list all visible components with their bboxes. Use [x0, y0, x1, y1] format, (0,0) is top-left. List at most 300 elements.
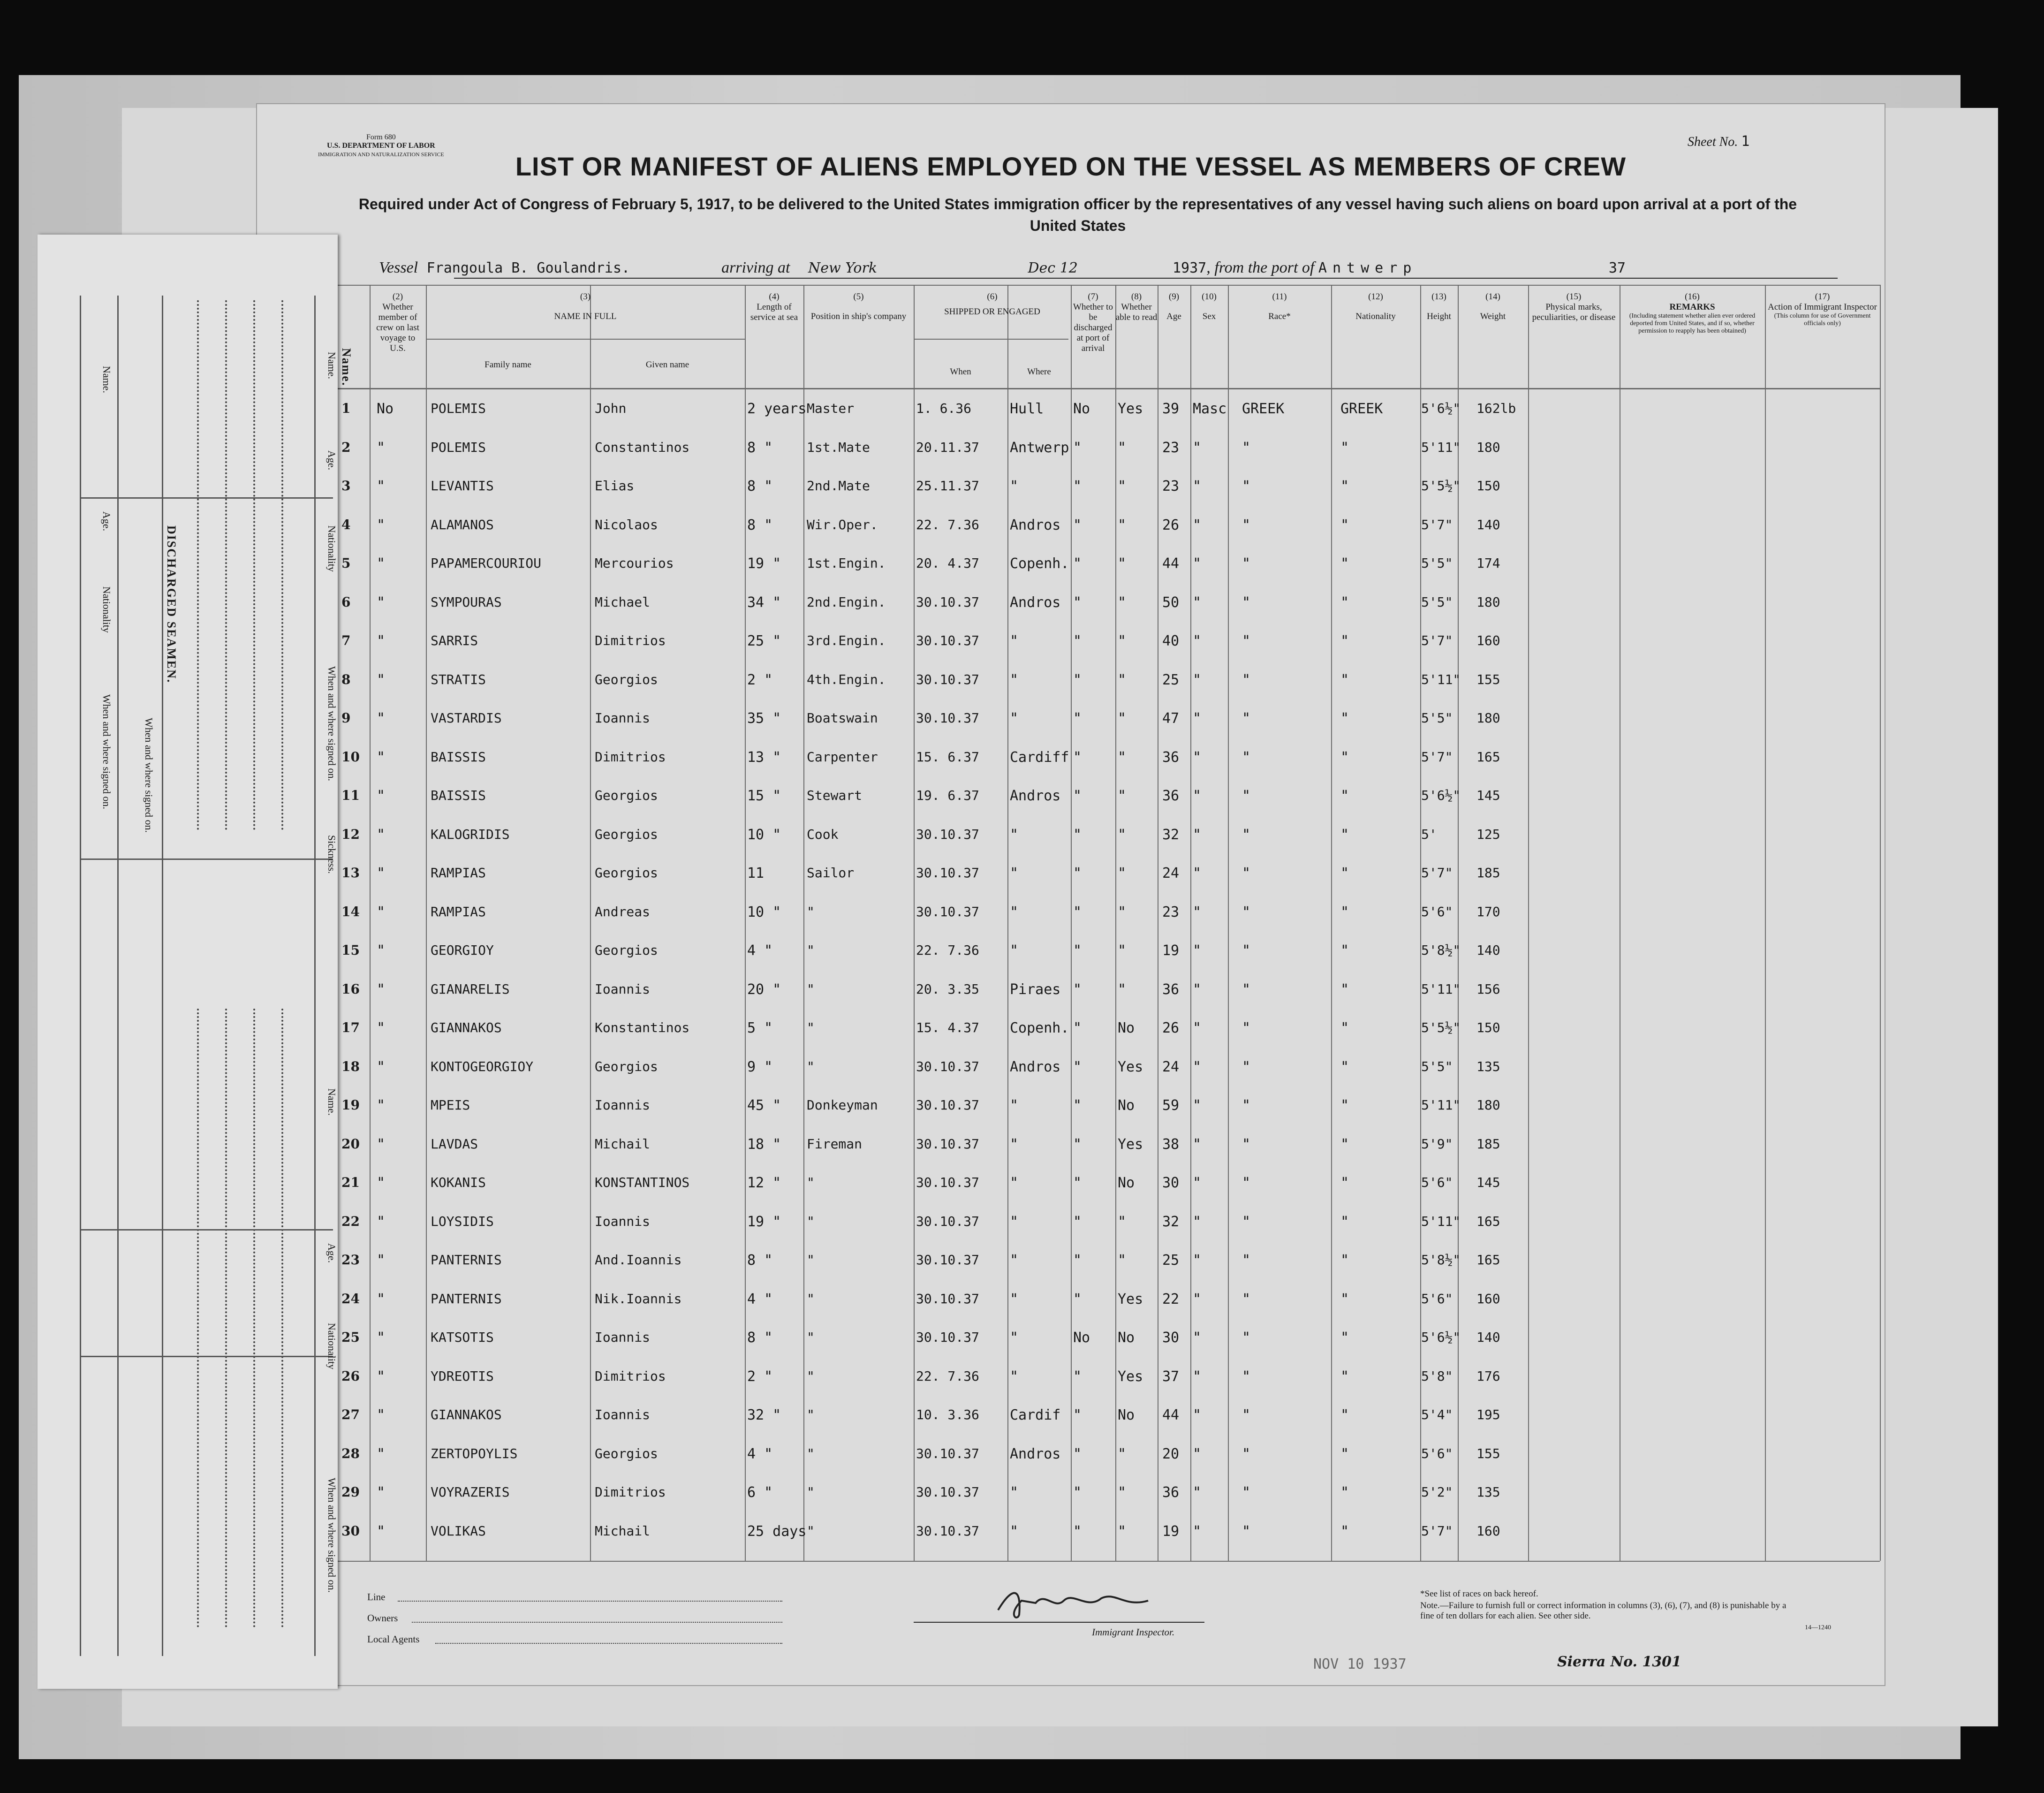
- hdr-text: REMARKS: [1669, 302, 1715, 312]
- nationality-cell: ": [1340, 671, 1349, 688]
- given-name-cell: Dimitrios: [595, 749, 666, 765]
- given-name-cell: Georgios: [595, 826, 658, 842]
- last-voyage-cell: ": [377, 865, 386, 881]
- discharged-cell: ": [1073, 1484, 1082, 1501]
- age-cell: 24: [1162, 865, 1180, 881]
- last-voyage-cell: ": [377, 942, 386, 959]
- race-cell: ": [1242, 1097, 1251, 1114]
- nationality-cell: ": [1340, 749, 1349, 766]
- inspector-signature: [993, 1582, 1190, 1624]
- hdr-when: When: [950, 367, 971, 377]
- shipped-when-cell: 30.10.37: [916, 904, 979, 919]
- discharged-cell: ": [1073, 1523, 1082, 1540]
- weight-cell: 195: [1476, 1407, 1500, 1422]
- position-cell: ": [807, 1252, 815, 1268]
- shipped-when-cell: 30.10.37: [916, 1445, 979, 1461]
- col-line: [1228, 285, 1229, 1561]
- height-cell: 5'5": [1421, 710, 1453, 726]
- race-cell: ": [1242, 478, 1251, 494]
- shipped-subheader-line: [914, 339, 1068, 340]
- discharged-seamen-flap: [38, 235, 338, 1689]
- height-cell: 5'7": [1421, 1523, 1453, 1539]
- col-line: [590, 285, 591, 1561]
- row-number: 25: [341, 1330, 360, 1345]
- age-cell: 19: [1162, 1523, 1180, 1540]
- height-cell: 5'11": [1421, 439, 1461, 455]
- flap-age-label-2: Age.: [326, 450, 338, 471]
- flap-signed-label: When and where signed on.: [101, 694, 113, 809]
- given-name-cell: Ioannis: [595, 710, 651, 726]
- arrival-year: 1937: [1173, 260, 1207, 276]
- position-cell: Boatswain: [807, 710, 878, 726]
- hdr-given-name: Given name: [645, 360, 689, 370]
- hdr-num: (12): [1368, 292, 1383, 302]
- manifest-sheet: [257, 104, 1885, 1685]
- shipped-where-cell: ": [1010, 1368, 1019, 1385]
- shipped-when-cell: 30.10.37: [916, 1213, 979, 1229]
- shipped-when-cell: 30.10.37: [916, 1058, 979, 1074]
- flap-divider: [80, 497, 333, 499]
- hdr-age: [1158, 292, 1190, 322]
- discharged-cell: ": [1073, 981, 1082, 998]
- service-cell: 4 ": [747, 1445, 773, 1462]
- flap-dots: [253, 1009, 255, 1628]
- position-cell: 1st.Mate: [807, 439, 870, 455]
- sex-cell: ": [1193, 710, 1202, 727]
- weight-cell: 140: [1476, 517, 1500, 532]
- last-voyage-cell: ": [377, 710, 386, 727]
- nationality-cell: ": [1340, 1213, 1349, 1230]
- race-cell: ": [1242, 1020, 1251, 1036]
- service-cell: 2 years: [747, 401, 807, 417]
- discharged-cell: ": [1073, 904, 1082, 920]
- service-cell: 8 ": [747, 439, 773, 456]
- sex-cell: ": [1193, 1020, 1202, 1036]
- discharged-cell: No: [1073, 1330, 1090, 1346]
- row-number: 13: [341, 865, 360, 881]
- service-cell: 8 ": [747, 1252, 773, 1269]
- hdr-race: [1228, 292, 1331, 322]
- given-name-cell: Michail: [595, 1523, 651, 1539]
- row-number: 14: [341, 904, 360, 919]
- able-to-read-cell: ": [1118, 1213, 1127, 1230]
- row-number: 6: [341, 594, 351, 610]
- family-name-cell: KATSOTIS: [431, 1330, 494, 1345]
- weight-cell: 156: [1476, 981, 1500, 997]
- weight-cell: 135: [1476, 1058, 1500, 1074]
- age-cell: 23: [1162, 439, 1180, 456]
- col-line: [914, 285, 915, 1561]
- hdr-text: Race*: [1268, 311, 1291, 321]
- nationality-cell: ": [1340, 788, 1349, 804]
- given-name-cell: Ioannis: [595, 1407, 651, 1422]
- hdr-remarks: [1620, 292, 1765, 335]
- race-cell: ": [1242, 1058, 1251, 1075]
- row-number: 5: [341, 555, 351, 571]
- race-cell: ": [1242, 1368, 1251, 1385]
- nationality-cell: ": [1340, 1407, 1349, 1423]
- shipped-where-cell: ": [1010, 1484, 1019, 1501]
- shipped-where-cell: Copenh.: [1010, 555, 1069, 572]
- shipped-when-cell: 30.10.37: [916, 594, 979, 610]
- nationality-cell: ": [1340, 1020, 1349, 1036]
- position-cell: Fireman: [807, 1136, 863, 1152]
- position-cell: Carpenter: [807, 749, 878, 765]
- position-cell: Sailor: [807, 865, 855, 881]
- race-cell: ": [1242, 1523, 1251, 1540]
- service-cell: 34 ": [747, 594, 781, 611]
- position-cell: ": [807, 904, 815, 919]
- table-bottom-line: [337, 1561, 1880, 1562]
- discharged-cell: ": [1073, 710, 1082, 727]
- shipped-when-cell: 30.10.37: [916, 1175, 979, 1190]
- age-cell: 23: [1162, 904, 1180, 920]
- hdr-text: Physical marks, peculiarities, or disease: [1532, 302, 1616, 322]
- page-title: LIST OR MANIFEST OF ALIENS EMPLOYED ON THE VESSEL AS MEMBERS OF CREW: [515, 152, 1627, 181]
- height-cell: 5'4": [1421, 1407, 1453, 1422]
- able-to-read-cell: ": [1118, 904, 1127, 920]
- service-cell: 15 ": [747, 788, 781, 804]
- hdr-text: Whether able to read: [1115, 302, 1158, 322]
- height-cell: 5'7": [1421, 633, 1453, 648]
- race-cell: GREEK: [1242, 401, 1285, 417]
- shipped-where-cell: ": [1010, 1523, 1019, 1540]
- family-name-cell: LAVDAS: [431, 1136, 478, 1152]
- position-cell: ": [807, 1523, 815, 1539]
- flap-signed-label-2: When and where signed on.: [143, 718, 155, 833]
- shipped-where-cell: Andros: [1010, 1058, 1061, 1075]
- height-cell: 5'6": [1421, 1445, 1453, 1461]
- hdr-read: [1115, 292, 1158, 323]
- col-line: [803, 285, 804, 1561]
- sex-cell: ": [1193, 633, 1202, 649]
- row-number: 2: [341, 439, 351, 455]
- age-cell: 23: [1162, 478, 1180, 494]
- able-to-read-cell: ": [1118, 1252, 1127, 1269]
- position-cell: ": [807, 942, 815, 958]
- position-cell: 1st.Engin.: [807, 555, 886, 571]
- nationality-cell: ": [1340, 826, 1349, 843]
- col-line: [1765, 285, 1766, 1561]
- able-to-read-cell: Yes: [1118, 1136, 1143, 1153]
- vessel-line: Vessel Frangoula B. Goulandris. arriving at New York Dec 12 1937, from the port of Antwerp 37: [379, 259, 1626, 276]
- service-cell: 18 ": [747, 1136, 781, 1153]
- flap-line: [314, 296, 316, 1656]
- discharged-cell: ": [1073, 1097, 1082, 1114]
- family-name-cell: KONTOGEORGIOY: [431, 1058, 534, 1074]
- flap-divider: [80, 1356, 333, 1357]
- position-cell: Stewart: [807, 788, 863, 803]
- last-voyage-cell: ": [377, 1368, 386, 1385]
- row-number: 18: [341, 1058, 360, 1074]
- shipped-where-cell: Cardif: [1010, 1407, 1061, 1423]
- shipped-when-cell: 30.10.37: [916, 1252, 979, 1268]
- shipped-when-cell: 30.10.37: [916, 1484, 979, 1500]
- race-cell: ": [1242, 865, 1251, 881]
- race-cell: ": [1242, 788, 1251, 804]
- shipped-where-cell: Andros: [1010, 517, 1061, 533]
- sex-cell: ": [1193, 1252, 1202, 1269]
- family-name-cell: VOYRAZERIS: [431, 1484, 510, 1500]
- height-cell: 5'5": [1421, 1058, 1453, 1074]
- discharged-cell: ": [1073, 633, 1082, 649]
- last-voyage-cell: ": [377, 1523, 386, 1540]
- race-cell: ": [1242, 1445, 1251, 1462]
- hdr-text: SHIPPED OR ENGAGED: [944, 307, 1040, 317]
- family-name-cell: PAPAMERCOURIOU: [431, 555, 542, 571]
- vessel-underline: [454, 278, 1838, 279]
- nationality-cell: ": [1340, 865, 1349, 881]
- height-cell: 5'11": [1421, 981, 1461, 997]
- flap-line: [117, 296, 119, 1656]
- last-voyage-cell: ": [377, 1252, 386, 1269]
- hdr-name: Name.: [340, 348, 353, 387]
- hdr-text: Length of service at sea: [750, 302, 798, 322]
- service-cell: 4 ": [747, 1291, 773, 1307]
- given-name-cell: Dimitrios: [595, 1484, 666, 1500]
- able-to-read-cell: ": [1118, 633, 1127, 649]
- shipped-where-cell: Cardiff: [1010, 749, 1069, 766]
- given-name-cell: Georgios: [595, 671, 658, 687]
- row-number: 1: [341, 401, 351, 416]
- nationality-cell: ": [1340, 555, 1349, 572]
- nationality-cell: ": [1340, 981, 1349, 998]
- given-name-cell: Andreas: [595, 904, 651, 919]
- given-name-cell: Ioannis: [595, 1330, 651, 1345]
- given-name-cell: Constantinos: [595, 439, 690, 455]
- age-cell: 36: [1162, 981, 1180, 998]
- nationality-cell: ": [1340, 1252, 1349, 1269]
- position-cell: 3rd.Engin.: [807, 633, 886, 648]
- row-number: 21: [341, 1175, 360, 1190]
- sex-cell: Masc: [1193, 401, 1227, 417]
- hdr-num: (6): [987, 292, 998, 302]
- sex-cell: ": [1193, 1175, 1202, 1191]
- shipped-where-cell: ": [1010, 1330, 1019, 1346]
- flap-dots: [281, 1009, 283, 1628]
- weight-cell: 174: [1476, 555, 1500, 571]
- weight-cell: 160: [1476, 1523, 1500, 1539]
- col-line: [370, 285, 371, 1561]
- footer-agents-label: Local Agents: [367, 1633, 420, 1645]
- weight-cell: 185: [1476, 865, 1500, 881]
- last-voyage-cell: ": [377, 555, 386, 572]
- service-cell: 10 ": [747, 826, 781, 843]
- shipped-when-cell: 30.10.37: [916, 671, 979, 687]
- sheet-number: [1688, 133, 1749, 150]
- nationality-cell: ": [1340, 1291, 1349, 1307]
- nationality-cell: GREEK: [1340, 401, 1383, 417]
- hdr-num: (4): [769, 292, 780, 302]
- weight-cell: 140: [1476, 1330, 1500, 1345]
- height-cell: 5'6½": [1421, 401, 1461, 416]
- sex-cell: ": [1193, 981, 1202, 998]
- shipped-when-cell: 25.11.37: [916, 478, 979, 494]
- able-to-read-cell: ": [1118, 555, 1127, 572]
- row-number: 3: [341, 478, 351, 494]
- last-voyage-cell: ": [377, 1058, 386, 1075]
- family-name-cell: BAISSIS: [431, 788, 486, 803]
- race-cell: ": [1242, 671, 1251, 688]
- last-voyage-cell: ": [377, 904, 386, 920]
- able-to-read-cell: ": [1118, 788, 1127, 804]
- header-bottom-line: [337, 388, 1880, 389]
- height-cell: 5'11": [1421, 1213, 1461, 1229]
- able-to-read-cell: No: [1118, 1407, 1135, 1423]
- shipped-when-cell: 30.10.37: [916, 1330, 979, 1345]
- family-name-cell: SYMPOURAS: [431, 594, 502, 610]
- sex-cell: ": [1193, 555, 1202, 572]
- given-name-cell: Elias: [595, 478, 635, 494]
- last-voyage-cell: ": [377, 1484, 386, 1501]
- sex-cell: ": [1193, 439, 1202, 456]
- race-cell: ": [1242, 904, 1251, 920]
- shipped-when-cell: 30.10.37: [916, 1523, 979, 1539]
- height-cell: 5'6": [1421, 1291, 1453, 1307]
- able-to-read-cell: ": [1118, 671, 1127, 688]
- voyage-number: 37: [1608, 260, 1626, 276]
- last-voyage-cell: ": [377, 1445, 386, 1462]
- shipped-when-cell: 30.10.37: [916, 710, 979, 726]
- sex-cell: ": [1193, 1368, 1202, 1385]
- shipped-when-cell: 30.10.37: [916, 633, 979, 648]
- weight-cell: 150: [1476, 478, 1500, 494]
- given-name-cell: Dimitrios: [595, 1368, 666, 1384]
- row-number: 22: [341, 1213, 360, 1229]
- able-to-read-cell: Yes: [1118, 1291, 1143, 1307]
- family-name-cell: ALAMANOS: [431, 517, 494, 532]
- shipped-when-cell: 30.10.37: [916, 1136, 979, 1152]
- shipped-where-cell: ": [1010, 1213, 1019, 1230]
- flap-dots: [197, 1009, 199, 1628]
- hdr-text: Weight: [1480, 311, 1506, 321]
- service-cell: 25 days: [747, 1523, 807, 1540]
- family-name-cell: SARRIS: [431, 633, 478, 648]
- inspector-label: Immigrant Inspector.: [1092, 1626, 1175, 1638]
- hdr-physical-marks: [1528, 292, 1620, 323]
- flap-divider: [80, 859, 333, 860]
- age-cell: 36: [1162, 788, 1180, 804]
- position-cell: ": [807, 1445, 815, 1461]
- able-to-read-cell: ": [1118, 1445, 1127, 1462]
- position-cell: ": [807, 1330, 815, 1345]
- sex-cell: ": [1193, 942, 1202, 959]
- given-name-cell: Konstantinos: [595, 1020, 690, 1035]
- hdr-sex: [1190, 292, 1228, 322]
- discharged-cell: ": [1073, 788, 1082, 804]
- hdr-nationality: [1331, 292, 1420, 322]
- footer-agents-field: [435, 1643, 782, 1644]
- discharged-cell: ": [1073, 439, 1082, 456]
- shipped-where-cell: ": [1010, 478, 1019, 494]
- hdr-text: Nationality: [1355, 311, 1396, 321]
- shipped-where-cell: ": [1010, 1136, 1019, 1153]
- number-stamp: Sierra No. 1301: [1557, 1654, 1681, 1670]
- family-name-cell: GEORGIOY: [431, 942, 494, 958]
- footer-line-field: [398, 1601, 782, 1602]
- position-cell: Cook: [807, 826, 839, 842]
- able-to-read-cell: ": [1118, 749, 1127, 766]
- height-cell: 5'5½": [1421, 478, 1461, 494]
- discharged-cell: ": [1073, 1020, 1082, 1036]
- able-to-read-cell: ": [1118, 865, 1127, 881]
- nationality-cell: ": [1340, 710, 1349, 727]
- flap-name-label-3: Name.: [326, 1088, 338, 1116]
- sex-cell: ": [1193, 1058, 1202, 1075]
- sex-cell: ": [1193, 1523, 1202, 1540]
- last-voyage-cell: No: [377, 401, 394, 417]
- nationality-cell: ": [1340, 1445, 1349, 1462]
- able-to-read-cell: No: [1118, 1097, 1135, 1114]
- family-name-cell: GIANARELIS: [431, 981, 510, 997]
- weight-cell: 160: [1476, 633, 1500, 648]
- hdr-shipped: [914, 292, 1071, 317]
- row-number: 9: [341, 710, 351, 726]
- family-name-cell: GIANNAKOS: [431, 1407, 502, 1422]
- able-to-read-cell: ": [1118, 981, 1127, 998]
- shipped-where-cell: Andros: [1010, 594, 1061, 611]
- weight-cell: 180: [1476, 1097, 1500, 1113]
- weight-cell: 170: [1476, 904, 1500, 919]
- shipped-where-cell: ": [1010, 633, 1019, 649]
- last-voyage-cell: ": [377, 1020, 386, 1036]
- discharged-cell: ": [1073, 478, 1082, 494]
- hdr-weight: [1458, 292, 1528, 322]
- age-cell: 22: [1162, 1291, 1180, 1307]
- weight-cell: 165: [1476, 1252, 1500, 1268]
- row-number: 23: [341, 1252, 360, 1268]
- height-cell: 5'6½": [1421, 1330, 1461, 1345]
- position-cell: 2nd.Mate: [807, 478, 870, 494]
- nationality-cell: ": [1340, 478, 1349, 494]
- hdr-num: (3): [580, 292, 591, 302]
- last-voyage-cell: ": [377, 826, 386, 843]
- age-cell: 44: [1162, 1407, 1180, 1423]
- col-line: [426, 285, 427, 1561]
- hdr-subtext: (This column for use of Government officials only): [1774, 312, 1871, 327]
- shipped-where-cell: ": [1010, 942, 1019, 959]
- race-cell: ": [1242, 981, 1251, 998]
- col-line: [745, 285, 746, 1561]
- height-cell: 5'7": [1421, 517, 1453, 532]
- nationality-cell: ": [1340, 1097, 1349, 1114]
- col-line: [1115, 285, 1116, 1561]
- given-name-cell: Nicolaos: [595, 517, 658, 532]
- family-name-cell: VOLIKAS: [431, 1523, 486, 1539]
- discharged-cell: ": [1073, 1407, 1082, 1423]
- able-to-read-cell: Yes: [1118, 1368, 1143, 1385]
- able-to-read-cell: No: [1118, 1020, 1135, 1036]
- family-name-cell: VASTARDIS: [431, 710, 502, 726]
- service-cell: 19 ": [747, 555, 781, 572]
- shipped-when-cell: 30.10.37: [916, 1097, 979, 1113]
- age-cell: 39: [1162, 401, 1180, 417]
- height-cell: 5'11": [1421, 671, 1461, 687]
- weight-cell: 125: [1476, 826, 1500, 842]
- shipped-when-cell: 22. 7.36: [916, 1368, 979, 1384]
- shipped-when-cell: 1. 6.36: [916, 401, 972, 416]
- given-name-cell: And.Ioannis: [595, 1252, 682, 1268]
- height-cell: 5'6½": [1421, 788, 1461, 803]
- hdr-num: (5): [853, 292, 864, 302]
- shipped-where-cell: ": [1010, 904, 1019, 920]
- given-name-cell: Michael: [595, 594, 651, 610]
- department: U.S. DEPARTMENT OF LABOR: [326, 142, 435, 150]
- service-cell: 32 ": [747, 1407, 781, 1423]
- shipped-when-cell: 10. 3.36: [916, 1407, 979, 1422]
- shipped-where-cell: ": [1010, 826, 1019, 843]
- service-cell: 2 ": [747, 1368, 773, 1385]
